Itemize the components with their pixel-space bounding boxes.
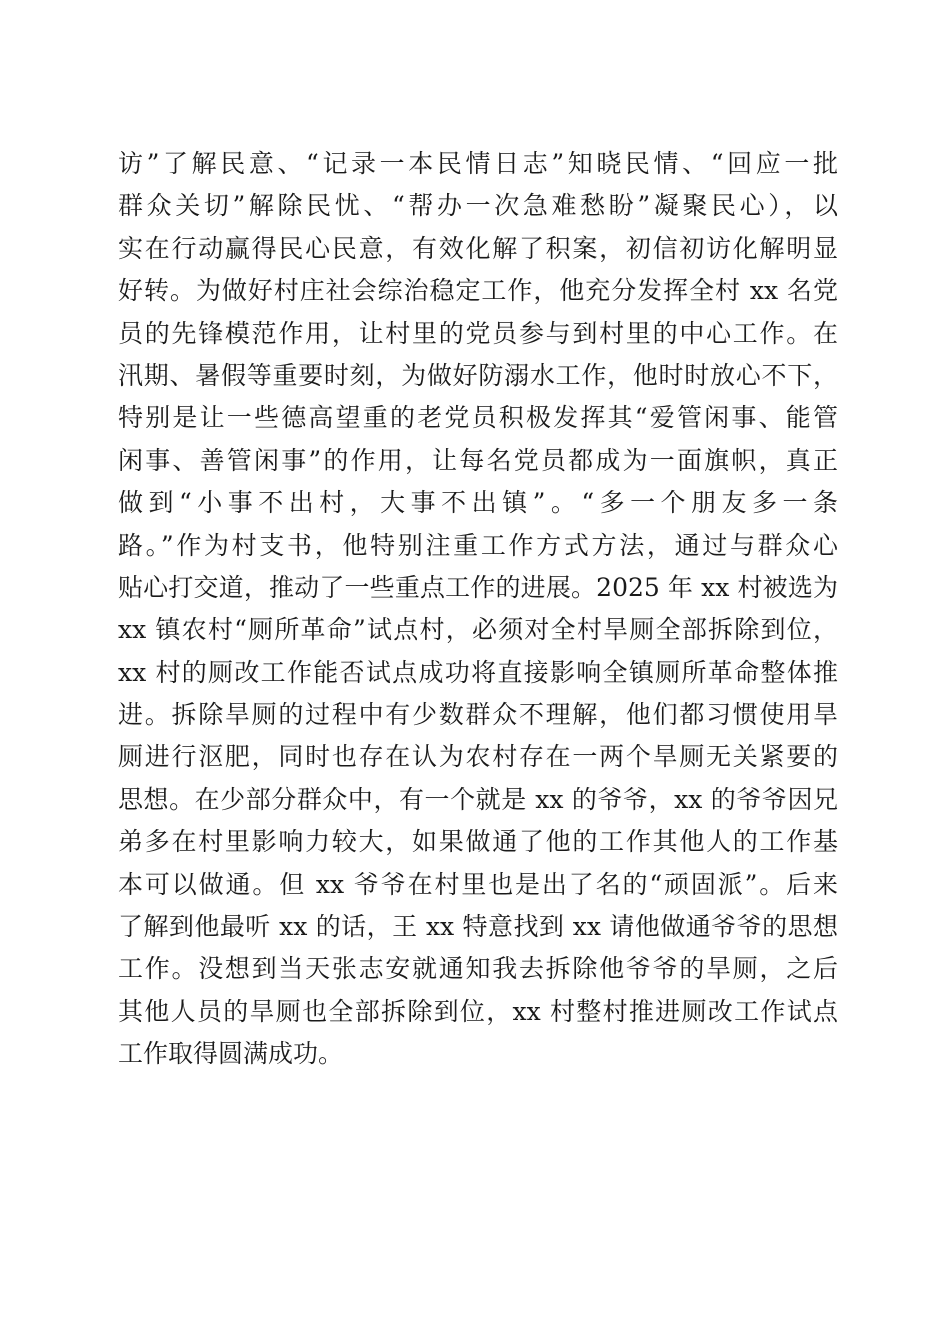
text-line: 好转。为做好村庄社会综治稳定工作，他充分发挥全村 xx 名党 [118, 276, 838, 306]
text-line: xx 村的厕改工作能否试点成功将直接影响全镇厕所革命整体推 [118, 657, 838, 687]
text-line: xx 镇农村“厕所革命”试点村，必须对全村旱厕全部拆除到位， [118, 615, 838, 645]
text-line: 贴心打交道，推动了一些重点工作的进展。2025 年 xx 村被选为 [118, 572, 838, 602]
body-paragraph [118, 143, 838, 1076]
text-line: 进。拆除旱厕的过程中有少数群众不理解，他们都习惯使用旱 [118, 700, 838, 730]
text-line: 本可以做通。但 xx 爷爷在村里也是出了名的“顽固派”。后来 [118, 869, 838, 899]
text-line: 厕进行沤肥，同时也存在认为农村存在一两个旱厕无关紧要的 [118, 742, 838, 772]
text-line-last: 工作取得圆满成功。 [118, 1039, 344, 1069]
text-line: 汛期、暑假等重要时刻，为做好防溺水工作，他时时放心不下， [118, 360, 838, 390]
text-line: 员的先锋模范作用，让村里的党员参与到村里的中心工作。在 [118, 318, 838, 348]
text-line: 工作。没想到当天张志安就通知我去拆除他爷爷的旱厕，之后 [118, 954, 838, 984]
text-line: 实在行动赢得民心民意，有效化解了积案，初信初访化解明显 [118, 233, 838, 263]
text-line: 闲事、善管闲事”的作用，让每名党员都成为一面旗帜，真正 [118, 445, 838, 475]
text-line: 了解到他最听 xx 的话，王 xx 特意找到 xx 请他做通爷爷的思想 [118, 912, 838, 942]
text-line: 特别是让一些德高望重的老党员积极发挥其“爱管闲事、能管 [118, 403, 838, 433]
text-line: 访”了解民意、“记录一本民情日志”知晓民情、“回应一批 [118, 149, 838, 178]
text-line: 做到“小事不出村，大事不出镇”。“多一个朋友多一条 [118, 488, 838, 518]
text-line: 弟多在村里影响力较大，如果做通了他的工作其他人的工作基 [118, 827, 838, 857]
text-line: 群众关切”解除民忧、“帮办一次急难愁盼”凝聚民心），以 [118, 191, 838, 221]
text-line: 思想。在少部分群众中，有一个就是 xx 的爷爷，xx 的爷爷因兄 [118, 784, 838, 814]
text-line: 路。”作为村支书，他特别注重工作方式方法，通过与群众心 [118, 530, 838, 560]
text-line: 其他人员的旱厕也全部拆除到位，xx 村整村推进厕改工作试点 [118, 996, 838, 1026]
